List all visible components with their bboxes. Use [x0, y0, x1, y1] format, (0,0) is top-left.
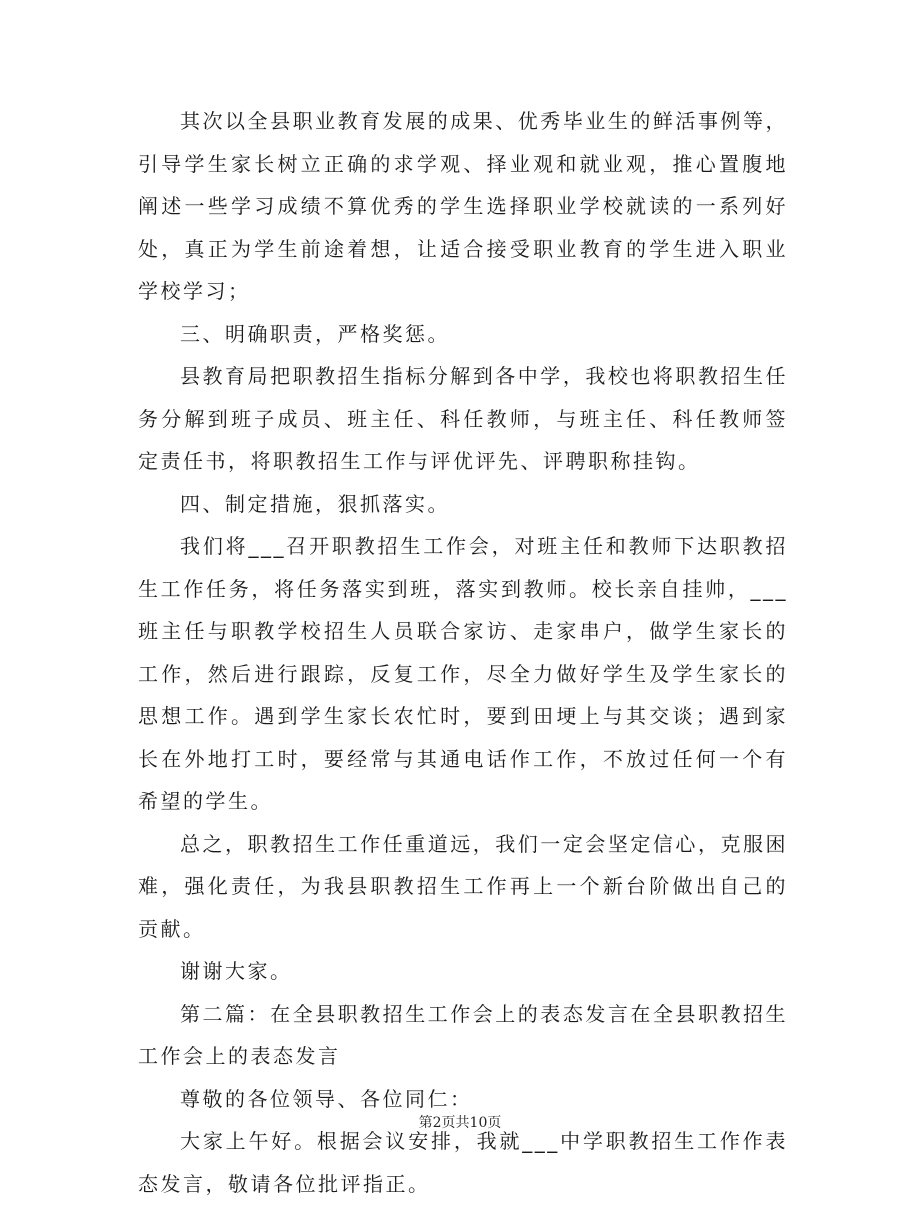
paragraph-opening: 大家上午好。根据会议安排，我就___中学职教招生工作作表态发言，敬请各位批评指正。 — [138, 1129, 788, 1196]
second-article-title: 第二篇：在全县职教招生工作会上的表态发言在全县职教招生工作会上的表态发言 — [138, 1001, 788, 1068]
paragraph-2: 县教育局把职教招生指标分解到各中学，我校也将职教招生任务分解到班子成员、班主任、科任教师，与班主任、科任教师签定责任书，将职教招生工作与评优评先、评聘职称挂钩。 — [138, 364, 788, 473]
paragraph-conclusion: 总之，职教招生工作任重道远，我们一定会坚定信心，克服困难，强化责任，为我县职教招生工作再上一个新台阶做出自己的贡献。 — [138, 831, 788, 941]
page-number-footer: 第2页共10页 — [418, 1115, 502, 1131]
paragraph-3: 我们将___召开职教招生工作会，对班主任和教师下达职教招生工作任务，将任务落实到班，落实到教师。校长亲自挂帅，___班主任与职教学校招生人员联合家访、走家串户，做学生家长的工作，然后进行跟踪，反复工作，尽全力做好学生及学生家长的思想工作。遇到学生家长农忙时，要到田埂上与其交谈；遇到家长在外地打工时，要经常与其通电话作工作，不放过任何一个有希望的学生。 — [138, 534, 788, 813]
paragraph-thanks: 谢谢大家。 — [180, 959, 293, 983]
salutation: 尊敬的各位领导、各位同仁： — [180, 1086, 473, 1111]
paragraph-1: 其次以全县职业教育发展的成果、优秀毕业生的鲜活事例等，引导学生家长树立正确的求学观、择业观和就业观，推心置腹地阐述一些学习成绩不算优秀的学生选择职业学校就读的一系列好处，真正为学生前途着想，让适合接受职业教育的学生进入职业学校学习； — [138, 109, 788, 303]
section-heading-3: 三、明确职责，严格奖惩。 — [180, 321, 450, 346]
document-body — [138, 100, 788, 1205]
section-heading-4: 四、制定措施，狠抓落实。 — [180, 491, 450, 516]
